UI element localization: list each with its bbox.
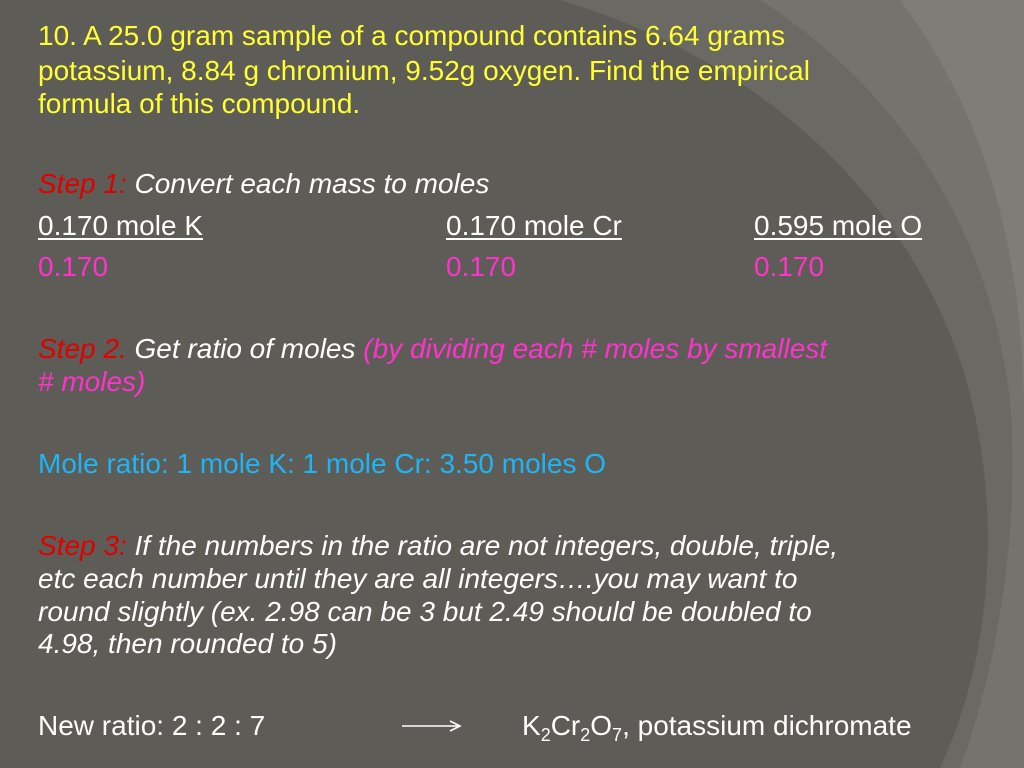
mole-ratio-part-1: Mole ratio: 1 mole K: 1 mole Cr: xyxy=(38,448,440,479)
step2-heading xyxy=(38,333,827,364)
formula-subscript-o: 7 xyxy=(612,725,623,745)
formula-element-k: K xyxy=(522,710,541,741)
step3-line-3: round slightly (ex. 2.98 can be 3 but 2.49 should be doubled to xyxy=(38,596,812,627)
step2-text: Get ratio of moles xyxy=(134,333,356,364)
new-ratio: New ratio: 2 : 2 : 7 xyxy=(38,710,266,741)
step2-label: Step 2. xyxy=(38,333,127,364)
problem-line-2: potassium, 8.84 g chromium, 9.52g oxygen. Find the empirical xyxy=(38,55,810,86)
step2-note: (by dividing each # moles by smallest xyxy=(363,333,828,364)
moles-o: 0.595 mole O xyxy=(754,210,923,241)
right-arrow-icon xyxy=(400,716,466,736)
divisor-cr: 0.170 xyxy=(446,251,517,282)
step2-note-line-2: # moles) xyxy=(38,366,146,397)
step3-label: Step 3: xyxy=(38,530,127,561)
step3-line-2: etc each number until they are all integers….you may want to xyxy=(38,563,798,594)
step1-text: Convert each mass to moles xyxy=(134,168,490,199)
moles-cr: 0.170 mole Cr xyxy=(446,210,622,241)
formula-result xyxy=(522,710,912,745)
divisor-k: 0.170 xyxy=(38,251,109,282)
mole-ratio-part-2: 3.50 moles O xyxy=(439,448,607,479)
step1-label: Step 1: xyxy=(38,168,127,199)
formula-element-cr: Cr xyxy=(550,710,581,741)
step3-heading xyxy=(38,530,838,561)
formula-subscript-cr: 2 xyxy=(580,725,591,745)
step3-line-4: 4.98, then rounded to 5) xyxy=(38,628,337,659)
step3-line-1: If the numbers in the ratio are not integers, double, triple, xyxy=(134,530,839,561)
mole-ratio xyxy=(38,448,606,479)
formula-subscript-k: 2 xyxy=(540,725,551,745)
divisor-o: 0.170 xyxy=(754,251,825,282)
formula-element-o: O xyxy=(590,710,613,741)
step1-heading xyxy=(38,168,489,199)
moles-k: 0.170 mole K xyxy=(38,210,203,241)
problem-line-1: 10. A 25.0 gram sample of a compound contains 6.64 grams xyxy=(38,20,786,51)
problem-line-3: formula of this compound. xyxy=(38,88,361,119)
compound-name: , potassium dichromate xyxy=(622,710,912,741)
